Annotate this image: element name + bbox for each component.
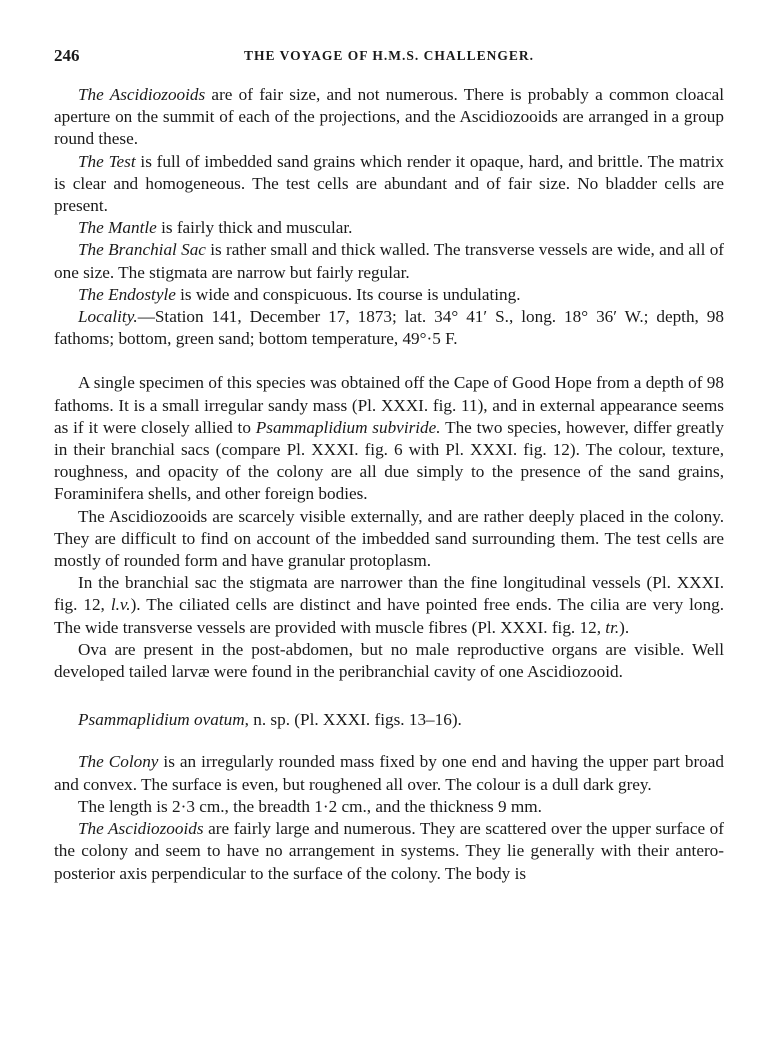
running-title: THE VOYAGE OF H.M.S. CHALLENGER. <box>243 48 535 63</box>
discussion-paragraph-1 <box>54 372 724 505</box>
paragraph-text: A single specimen of this species was obtained off the Cape of Good Hope from a depth of 98 fathoms. It is a small irregular sandy mass (Pl. XXXI. fig. 11), and in external appearance seems as if it were closely allied to <box>54 373 724 437</box>
discussion-paragraph-2: The Ascidiozooids are scarcely visible externally, and are rather deeply placed in the colony. They are difficult to find on account of the imbedded sand surrounding them. The test cells are mostly of rounded form and have granular protoplasm. <box>54 506 724 571</box>
page-number: 246 <box>54 46 80 65</box>
paragraph-text: ). The ciliated cells are distinct and have pointed free ends. The cilia are very long. The wide transverse vessels are provided with muscle fibres (Pl. XXXI. fig. 12, <box>54 595 724 637</box>
paragraph-text: are of fair size, and not numerous. There is probably a common cloacal aperture on the summit of each of the projections, and the Ascidiozooids are arranged in a group round these. <box>54 85 724 149</box>
paragraph-text: is an irregularly rounded mass fixed by one end and having the upper part broad and convex. The surface is even, but roughened all over. The colour is a dull dark grey. <box>54 752 724 794</box>
paragraph-text: is full of imbedded sand grains which render it opaque, hard, and brittle. The matrix is clear and homogeneous. The test cells are abundant and of fair size. No bladder cells are present. <box>54 151 724 216</box>
lead-term: Locality. <box>78 307 138 327</box>
lead-term: The Colony <box>78 752 159 772</box>
paragraph-text: are fairly large and numerous. They are scattered over the upper surface of the colony and seem to have no arrangement in systems. They lie generally with their antero-posterior axis perpendicular to the surface of the colony. The body is <box>54 819 724 883</box>
figure-label: tr. <box>605 617 620 637</box>
paragraph-locality <box>54 306 724 350</box>
paragraph-text: The two species, however, differ greatly in their branchial sacs (compare Pl. XXXI. fig. 6 with Pl. XXXI. fig. 12). The colour, texture, roughness, and opacity of the colony are all due simply to the presence of the sand grains, Foraminifera shells, and other foreign bodies. <box>54 417 724 504</box>
species-name: Psammaplidium subviride. <box>255 417 441 437</box>
paragraph-text: ). <box>619 617 630 637</box>
paragraph-text: In the branchial sac the stigmata are narrower than the fine longitudinal vessels (Pl. XXXI. fig. 12, <box>54 573 724 615</box>
species-heading-suffix: , n. sp. (Pl. XXXI. figs. 13–16). <box>244 710 462 730</box>
page-header <box>54 46 724 70</box>
paragraph-ascidiozooids <box>54 84 724 151</box>
body-text <box>54 84 724 885</box>
discussion-paragraph-4: Ova are present in the post-abdomen, but no male reproductive organs are visible. Well developed tailed larvæ were found in the peribranchial cavity of one Ascidiozooid. <box>54 639 724 682</box>
paragraph-endostyle <box>54 284 724 306</box>
paragraph-test <box>54 151 724 218</box>
lead-term: The Mantle <box>78 218 157 238</box>
lead-term: The Test <box>78 151 136 171</box>
paragraph-text: —Station 141, December 17, 1873; lat. 34° 41′ S., long. 18° 36′ W.; depth, 98 fathoms; bottom, green sand; bottom temperature, 49°·5 F. <box>54 307 724 349</box>
paragraph-dimensions: The length is 2·3 cm., the breadth 1·2 cm., and the thickness 9 mm. <box>78 796 542 816</box>
paragraph-branchial-sac <box>54 239 724 283</box>
paragraph-colony <box>54 751 724 795</box>
lead-term: The Ascidiozooids <box>78 819 204 839</box>
lead-term: The Endostyle <box>78 284 176 304</box>
lead-term: The Branchial Sac <box>78 240 206 260</box>
paragraph-text: is rather small and thick walled. The transverse vessels are wide, and all of one size. The stigmata are narrow but fairly regular. <box>54 240 725 282</box>
species-name: Psammaplidium ovatum <box>78 710 245 730</box>
paragraph-mantle <box>54 217 724 239</box>
paragraph-text: is fairly thick and muscular. <box>156 218 353 238</box>
discussion-paragraph-3 <box>54 572 724 639</box>
figure-label: l.v. <box>110 595 131 615</box>
species-heading <box>54 709 724 731</box>
paragraph-ascidiozooids-2 <box>54 818 724 885</box>
lead-term: The Ascidiozooids <box>78 85 206 104</box>
paragraph-text: is wide and conspicuous. Its course is undulating. <box>175 284 521 304</box>
